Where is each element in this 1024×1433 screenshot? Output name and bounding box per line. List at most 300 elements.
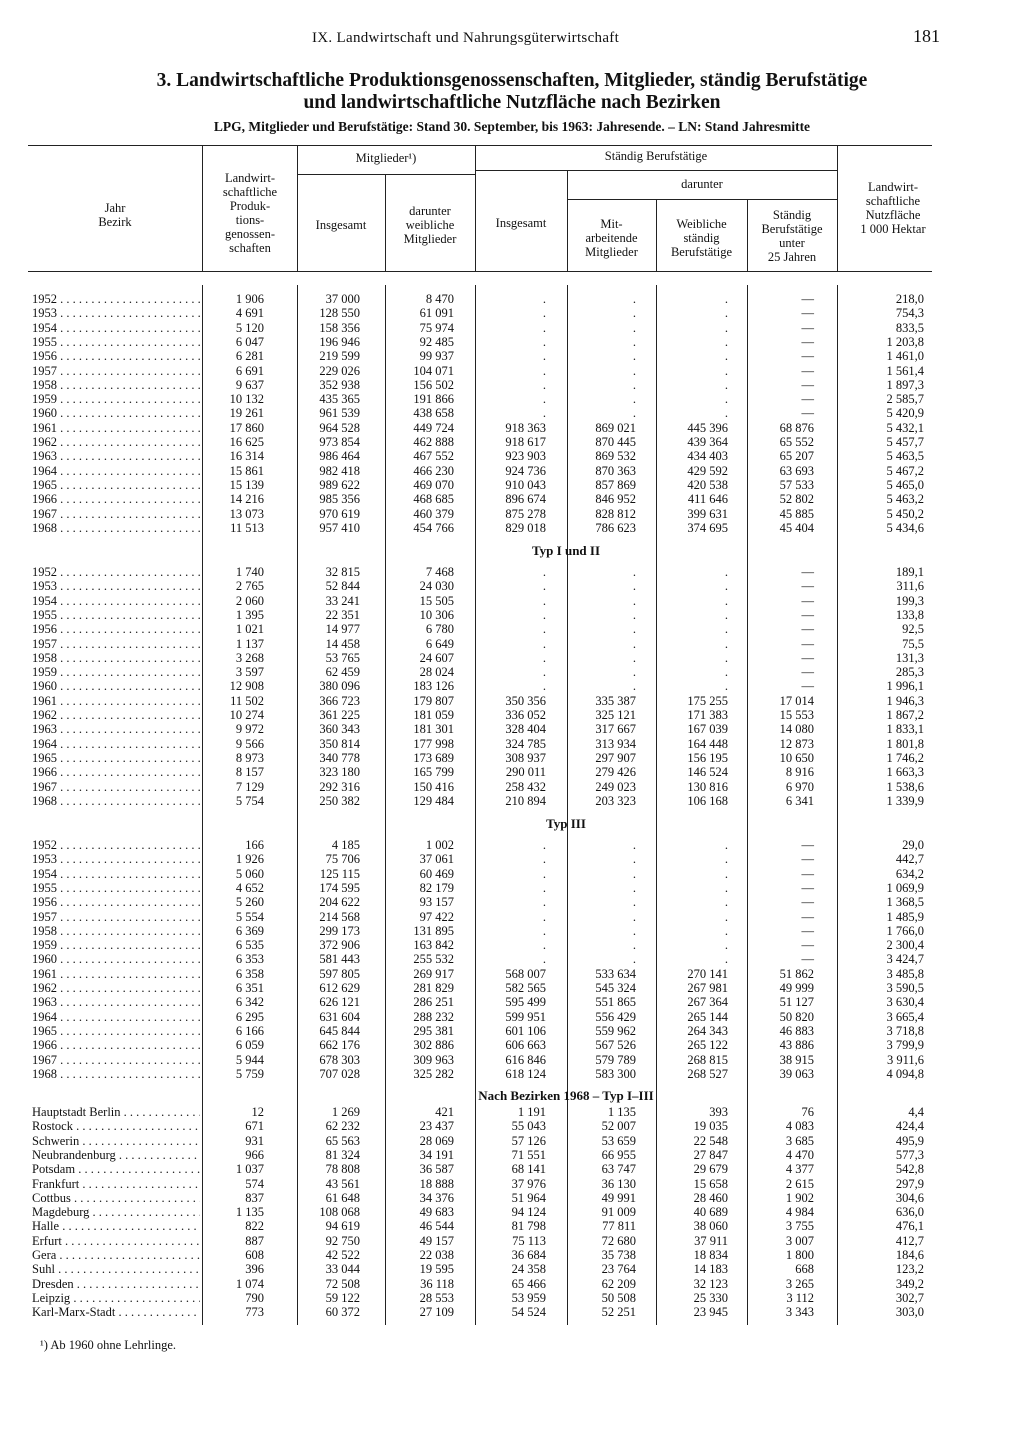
header-berufstaetige-insgesamt: Insgesamt — [495, 216, 547, 230]
nutzflaeche: 5 434,6 — [886, 520, 924, 535]
table-row — [0, 421, 1024, 435]
row-label: Halle . . . — [32, 1219, 200, 1233]
mitglieder-weiblich: 34 376 — [419, 1190, 454, 1205]
mitarbeitende-mitglieder: 35 738 — [601, 1248, 636, 1262]
mitarbeitende-mitglieder: 203 323 — [595, 793, 636, 808]
berufstaetige-unter-25: 57 533 — [779, 477, 814, 492]
nutzflaeche: 5 463,2 — [886, 492, 924, 507]
mitarbeitende-mitglieder: 870 363 — [595, 463, 636, 478]
weibliche-berufstaetige: 32 123 — [693, 1276, 728, 1291]
berufstaetige-insgesamt: 350 356 — [505, 693, 546, 708]
berufstaetige-unter-25: 3 112 — [786, 1290, 814, 1305]
row-label: 1967 . . . — [32, 1053, 200, 1067]
mitglieder-insgesamt: 214 568 — [319, 909, 360, 924]
weibliche-berufstaetige: . — [724, 392, 728, 407]
berufstaetige-insgesamt: . — [542, 895, 546, 910]
row-label: Dresden . . . — [32, 1277, 200, 1291]
nutzflaeche: 636,0 — [895, 1205, 924, 1220]
lpg-count: 608 — [245, 1248, 264, 1262]
berufstaetige-insgesamt: 924 736 — [505, 463, 546, 478]
row-label: 1955 . . . — [32, 608, 200, 622]
table-row — [0, 780, 1024, 794]
berufstaetige-insgesamt: 57 126 — [511, 1133, 546, 1148]
nutzflaeche: 3 590,5 — [886, 981, 924, 995]
weibliche-berufstaetige: 27 847 — [693, 1147, 728, 1162]
mitarbeitende-mitglieder: . — [632, 665, 636, 680]
lpg-count: 6 369 — [235, 923, 264, 938]
table-title — [40, 70, 984, 114]
weibliche-berufstaetige: . — [724, 838, 728, 852]
weibliche-berufstaetige: . — [724, 650, 728, 665]
mitarbeitende-mitglieder: . — [632, 306, 636, 321]
table-row — [0, 1277, 1024, 1291]
berufstaetige-unter-25: 4 470 — [785, 1147, 814, 1162]
berufstaetige-unter-25: — — [801, 895, 814, 910]
berufstaetige-insgesamt: 582 565 — [505, 981, 546, 995]
row-label: 1955 . . . — [32, 881, 200, 895]
berufstaetige-insgesamt: . — [542, 349, 546, 364]
mitglieder-weiblich: 104 071 — [413, 363, 454, 378]
berufstaetige-insgesamt: 601 106 — [505, 1023, 546, 1038]
nutzflaeche: 29,0 — [902, 838, 924, 852]
footnote: ¹) Ab 1960 ohne Lehrlinge. — [40, 1338, 177, 1352]
nutzflaeche: 5 465,0 — [886, 477, 924, 492]
table-row — [0, 349, 1024, 363]
berufstaetige-insgesamt: 65 466 — [511, 1276, 546, 1291]
lpg-count: 396 — [245, 1262, 264, 1277]
mitglieder-insgesamt: 33 044 — [325, 1262, 360, 1277]
mitglieder-insgesamt: 350 814 — [319, 736, 360, 751]
nutzflaeche: 92,5 — [902, 622, 924, 637]
berufstaetige-insgesamt: 37 976 — [511, 1176, 546, 1191]
mitglieder-weiblich: 129 484 — [413, 793, 454, 808]
mitarbeitende-mitglieder: 249 023 — [595, 779, 636, 794]
row-label: 1957 . . . — [32, 637, 200, 651]
mitglieder-insgesamt: 32 815 — [325, 565, 360, 579]
mitglieder-weiblich: 97 422 — [419, 909, 454, 924]
header-jahr-bezirk: Jahr Bezirk — [98, 201, 132, 229]
lpg-count: 1 926 — [235, 852, 264, 867]
nutzflaeche: 833,5 — [895, 320, 924, 335]
mitarbeitende-mitglieder: 846 952 — [595, 492, 636, 507]
berufstaetige-unter-25: 17 014 — [779, 693, 814, 708]
nutzflaeche: 184,6 — [895, 1248, 924, 1262]
mitarbeitende-mitglieder: . — [632, 593, 636, 608]
lpg-count: 1 740 — [235, 565, 264, 579]
table-row — [0, 321, 1024, 335]
mitglieder-insgesamt: 581 443 — [319, 952, 360, 967]
berufstaetige-unter-25: 68 876 — [779, 420, 814, 435]
mitglieder-insgesamt: 65 563 — [325, 1133, 360, 1148]
berufstaetige-insgesamt: 75 113 — [512, 1233, 546, 1248]
row-label: 1953 . . . — [32, 579, 200, 593]
mitglieder-insgesamt: 229 026 — [319, 363, 360, 378]
nutzflaeche: 1 801,8 — [886, 736, 924, 751]
lpg-count: 1 395 — [235, 607, 264, 622]
lpg-count: 166 — [245, 838, 264, 852]
nutzflaeche: 123,2 — [895, 1262, 924, 1277]
weibliche-berufstaetige: 439 364 — [687, 435, 728, 449]
row-label: Magdeburg . . . — [32, 1205, 200, 1219]
mitglieder-weiblich: 75 974 — [419, 320, 454, 335]
berufstaetige-insgesamt: . — [542, 565, 546, 579]
lpg-count: 16 625 — [229, 435, 264, 449]
mitglieder-insgesamt: 292 316 — [319, 779, 360, 794]
row-label: 1965 . . . — [32, 1024, 200, 1038]
mitarbeitende-mitglieder: 786 623 — [595, 520, 636, 535]
berufstaetige-unter-25: 4 984 — [785, 1205, 814, 1220]
weibliche-berufstaetige: . — [724, 895, 728, 910]
row-label: 1964 . . . — [32, 464, 200, 478]
mitarbeitende-mitglieder: . — [632, 852, 636, 867]
lpg-count: 12 — [251, 1105, 264, 1119]
mitglieder-insgesamt: 631 604 — [319, 1009, 360, 1024]
weibliche-berufstaetige: 19 035 — [693, 1119, 728, 1134]
table-row — [0, 679, 1024, 693]
nutzflaeche: 1 368,5 — [886, 895, 924, 910]
mitglieder-weiblich: 60 469 — [419, 866, 454, 881]
lpg-count: 5 060 — [235, 866, 264, 881]
berufstaetige-insgesamt: 24 358 — [511, 1262, 546, 1277]
berufstaetige-unter-25: 4 377 — [785, 1162, 814, 1177]
mitglieder-insgesamt: 366 723 — [319, 693, 360, 708]
nutzflaeche: 1 485,9 — [886, 909, 924, 924]
mitarbeitende-mitglieder: 828 812 — [595, 506, 636, 521]
mitglieder-weiblich: 181 301 — [413, 722, 454, 737]
mitarbeitende-mitglieder: 545 324 — [595, 981, 636, 995]
mitarbeitende-mitglieder: 583 300 — [595, 1066, 636, 1081]
mitglieder-weiblich: 181 059 — [413, 708, 454, 722]
berufstaetige-insgesamt: 324 785 — [505, 736, 546, 751]
berufstaetige-unter-25: — — [801, 866, 814, 881]
mitglieder-weiblich: 8 470 — [425, 292, 454, 306]
lpg-count: 5 120 — [235, 320, 264, 335]
table-row — [0, 938, 1024, 952]
table-row — [0, 838, 1024, 852]
table-row — [0, 1191, 1024, 1205]
table-row — [0, 521, 1024, 535]
weibliche-berufstaetige: . — [724, 349, 728, 364]
weibliche-berufstaetige: 23 945 — [693, 1305, 728, 1320]
row-label: 1956 . . . — [32, 895, 200, 909]
berufstaetige-insgesamt: . — [542, 952, 546, 967]
weibliche-berufstaetige: 268 815 — [687, 1052, 728, 1067]
nutzflaeche: 133,8 — [895, 607, 924, 622]
table-row — [0, 449, 1024, 463]
lpg-count: 9 566 — [235, 736, 264, 751]
mitglieder-insgesamt: 597 805 — [319, 966, 360, 981]
nutzflaeche: 4 094,8 — [886, 1066, 924, 1081]
mitglieder-weiblich: 37 061 — [419, 852, 454, 867]
row-label: Karl-Marx-Stadt . . . — [32, 1305, 200, 1319]
mitarbeitende-mitglieder: . — [632, 952, 636, 967]
weibliche-berufstaetige: . — [724, 565, 728, 579]
nutzflaeche: 1 561,4 — [886, 363, 924, 378]
weibliche-berufstaetige: 106 168 — [687, 793, 728, 808]
lpg-count: 16 314 — [229, 449, 264, 464]
mitglieder-weiblich: 10 306 — [419, 607, 454, 622]
table-row — [0, 1010, 1024, 1024]
mitglieder-weiblich: 15 505 — [419, 593, 454, 608]
mitglieder-rule — [297, 174, 475, 175]
berufstaetige-unter-25: 4 083 — [785, 1119, 814, 1134]
table-row — [0, 967, 1024, 981]
mitarbeitende-mitglieder: . — [632, 938, 636, 953]
table-row — [0, 794, 1024, 808]
header-weibliche-berufstaetige: Weibliche ständig Berufstätige — [670, 217, 733, 259]
table-row — [0, 1262, 1024, 1276]
berufstaetige-unter-25: — — [801, 406, 814, 421]
nutzflaeche: 302,7 — [895, 1290, 924, 1305]
weibliche-berufstaetige: . — [724, 880, 728, 895]
weibliche-berufstaetige: . — [724, 952, 728, 967]
nutzflaeche: 3 718,8 — [886, 1023, 924, 1038]
mitglieder-weiblich: 99 937 — [419, 349, 454, 364]
berufstaetige-unter-25: 65 552 — [779, 435, 814, 449]
row-label: Cottbus . . . — [32, 1191, 200, 1205]
row-label: 1964 . . . — [32, 737, 200, 751]
nutzflaeche: 3 424,7 — [886, 952, 924, 967]
darunter-rule — [567, 199, 837, 200]
row-label: 1966 . . . — [32, 1038, 200, 1052]
nutzflaeche: 424,4 — [895, 1119, 924, 1134]
section-typ-1-2: Typ I und II — [531, 543, 601, 558]
mitarbeitende-mitglieder: . — [632, 406, 636, 421]
berufstaetige-unter-25: — — [801, 880, 814, 895]
mitglieder-weiblich: 165 799 — [413, 765, 454, 780]
berufstaetige-unter-25: 6 341 — [785, 793, 814, 808]
weibliche-berufstaetige: 411 646 — [687, 492, 728, 507]
weibliche-berufstaetige: 28 460 — [693, 1190, 728, 1205]
berufstaetige-insgesamt: 210 894 — [505, 793, 546, 808]
table-row — [0, 364, 1024, 378]
weibliche-berufstaetige: 267 981 — [687, 981, 728, 995]
berufstaetige-insgesamt: . — [542, 679, 546, 694]
mitglieder-insgesamt: 1 269 — [331, 1105, 360, 1119]
row-label: 1963 . . . — [32, 722, 200, 736]
mitglieder-weiblich: 61 091 — [419, 306, 454, 321]
mitglieder-weiblich: 309 963 — [413, 1052, 454, 1067]
berufstaetige-insgesamt: . — [542, 607, 546, 622]
berufstaetige-unter-25: — — [801, 334, 814, 349]
table-row — [0, 895, 1024, 909]
row-label: 1954 . . . — [32, 321, 200, 335]
mitglieder-weiblich: 49 683 — [419, 1205, 454, 1220]
row-label: 1962 . . . — [32, 435, 200, 449]
mitglieder-weiblich: 36 587 — [419, 1162, 454, 1177]
mitarbeitende-mitglieder: 77 811 — [602, 1219, 636, 1234]
berufstaetige-insgesamt: . — [542, 665, 546, 680]
weibliche-berufstaetige: 37 911 — [694, 1233, 728, 1248]
table-subtitle: LPG, Mitglieder und Berufstätige: Stand 30. September, bis 1963: Jahresende. – LN: Stand Jahresmitte — [213, 119, 811, 134]
lpg-count: 9 972 — [235, 722, 264, 737]
nutzflaeche: 285,3 — [895, 665, 924, 680]
table-row — [0, 378, 1024, 392]
mitarbeitende-mitglieder: 869 532 — [595, 449, 636, 464]
mitglieder-insgesamt: 361 225 — [319, 708, 360, 722]
table-row — [0, 981, 1024, 995]
berufstaetige-unter-25: 43 886 — [779, 1038, 814, 1053]
mitglieder-weiblich: 150 416 — [413, 779, 454, 794]
berufstaetige-insgesamt: . — [542, 636, 546, 651]
lpg-count: 5 260 — [235, 895, 264, 910]
berufstaetige-unter-25: — — [801, 923, 814, 938]
mitglieder-weiblich: 177 998 — [413, 736, 454, 751]
mitglieder-weiblich: 288 232 — [413, 1009, 454, 1024]
row-label: 1967 . . . — [32, 507, 200, 521]
weibliche-berufstaetige: . — [724, 866, 728, 881]
header-darunter: darunter — [681, 177, 723, 191]
berufstaetige-unter-25: — — [801, 565, 814, 579]
table-row — [0, 751, 1024, 765]
header-mitarbeitende: Mit- arbeitende Mitglieder — [585, 217, 638, 259]
lpg-count: 822 — [245, 1219, 264, 1234]
nutzflaeche: 297,9 — [895, 1176, 924, 1191]
running-head: IX. Landwirtschaft und Nahrungsgüterwirtschaft — [312, 30, 620, 46]
berufstaetige-unter-25: 46 883 — [779, 1023, 814, 1038]
row-label: 1959 . . . — [32, 938, 200, 952]
berufstaetige-insgesamt: . — [542, 880, 546, 895]
lpg-count: 6 353 — [235, 952, 264, 967]
weibliche-berufstaetige: . — [724, 622, 728, 637]
row-label: 1960 . . . — [32, 679, 200, 693]
mitarbeitende-mitglieder: . — [632, 866, 636, 881]
lpg-count: 1 137 — [235, 636, 264, 651]
weibliche-berufstaetige: 171 383 — [687, 708, 728, 722]
weibliche-berufstaetige: . — [724, 306, 728, 321]
berufstaetige-insgesamt: . — [542, 866, 546, 881]
nutzflaeche: 3 485,8 — [886, 966, 924, 981]
mitglieder-weiblich: 286 251 — [413, 995, 454, 1010]
berufstaetige-unter-25: 1 800 — [785, 1248, 814, 1262]
header-divider — [837, 145, 838, 271]
berufstaetige-unter-25: 3 265 — [785, 1276, 814, 1291]
mitglieder-insgesamt: 707 028 — [319, 1066, 360, 1081]
mitarbeitende-mitglieder: 567 526 — [595, 1038, 636, 1053]
mitglieder-weiblich: 281 829 — [413, 981, 454, 995]
lpg-count: 790 — [245, 1290, 264, 1305]
row-label: 1968 . . . — [32, 794, 200, 808]
berufstaetige-insgesamt: 51 964 — [511, 1190, 546, 1205]
table-row — [0, 594, 1024, 608]
berufstaetige-insgesamt: . — [542, 320, 546, 335]
mitglieder-insgesamt: 174 595 — [319, 880, 360, 895]
mitglieder-insgesamt: 360 343 — [319, 722, 360, 737]
mitglieder-insgesamt: 78 808 — [325, 1162, 360, 1177]
lpg-count: 13 073 — [229, 506, 264, 521]
weibliche-berufstaetige: 18 834 — [693, 1248, 728, 1262]
mitglieder-weiblich: 295 381 — [413, 1023, 454, 1038]
nutzflaeche: 3 799,9 — [886, 1038, 924, 1053]
berufstaetige-unter-25: — — [801, 838, 814, 852]
table-row — [0, 1248, 1024, 1262]
table-row — [0, 478, 1024, 492]
nutzflaeche: 1 203,8 — [886, 334, 924, 349]
nutzflaeche: 1 746,2 — [886, 750, 924, 765]
nutzflaeche: 189,1 — [895, 565, 924, 579]
row-label: 1968 . . . — [32, 521, 200, 535]
weibliche-berufstaetige: . — [724, 679, 728, 694]
lpg-count: 1 037 — [235, 1162, 264, 1177]
berufstaetige-unter-25: 15 553 — [779, 708, 814, 722]
row-label: 1955 . . . — [32, 335, 200, 349]
mitarbeitende-mitglieder: 23 764 — [601, 1262, 636, 1277]
mitglieder-insgesamt: 380 096 — [319, 679, 360, 694]
mitglieder-insgesamt: 4 185 — [331, 838, 360, 852]
weibliche-berufstaetige: . — [724, 579, 728, 594]
weibliche-berufstaetige: 445 396 — [687, 420, 728, 435]
lpg-count: 6 342 — [235, 995, 264, 1010]
lpg-count: 10 274 — [229, 708, 264, 722]
berufstaetige-insgesamt: . — [542, 622, 546, 637]
mitglieder-insgesamt: 72 508 — [325, 1276, 360, 1291]
mitglieder-weiblich: 19 595 — [419, 1262, 454, 1277]
mitglieder-weiblich: 1 002 — [425, 838, 454, 852]
berufstaetige-unter-25: 8 916 — [785, 765, 814, 780]
mitglieder-insgesamt: 204 622 — [319, 895, 360, 910]
mitarbeitende-mitglieder: 279 426 — [595, 765, 636, 780]
row-label: 1959 . . . — [32, 392, 200, 406]
row-label: 1962 . . . — [32, 981, 200, 995]
nutzflaeche: 1 897,3 — [886, 377, 924, 392]
mitglieder-insgesamt: 678 303 — [319, 1052, 360, 1067]
berufstaetige-unter-25: 3 007 — [785, 1233, 814, 1248]
lpg-count: 2 765 — [235, 579, 264, 594]
row-label: 1958 . . . — [32, 378, 200, 392]
weibliche-berufstaetige: . — [724, 334, 728, 349]
mitglieder-weiblich: 462 888 — [413, 435, 454, 449]
nutzflaeche: 199,3 — [895, 593, 924, 608]
weibliche-berufstaetige: 270 141 — [687, 966, 728, 981]
table-row — [0, 406, 1024, 420]
mitarbeitende-mitglieder: 72 680 — [601, 1233, 636, 1248]
mitarbeitende-mitglieder: . — [632, 579, 636, 594]
row-label: 1961 . . . — [32, 421, 200, 435]
mitglieder-weiblich: 325 282 — [413, 1066, 454, 1081]
weibliche-berufstaetige: . — [724, 292, 728, 306]
mitglieder-weiblich: 46 544 — [419, 1219, 454, 1234]
nutzflaeche: 3 911,6 — [886, 1052, 924, 1067]
berufstaetige-unter-25: 50 820 — [779, 1009, 814, 1024]
mitglieder-insgesamt: 196 946 — [319, 334, 360, 349]
berufstaetige-unter-25: 76 — [801, 1105, 814, 1119]
nutzflaeche: 1 946,3 — [886, 693, 924, 708]
row-label: Schwerin . . . — [32, 1134, 200, 1148]
row-label: 1953 . . . — [32, 306, 200, 320]
mitglieder-insgesamt: 299 173 — [319, 923, 360, 938]
berufstaetige-unter-25: — — [801, 363, 814, 378]
nutzflaeche: 1 538,6 — [886, 779, 924, 794]
nutzflaeche: 5 463,5 — [886, 449, 924, 464]
lpg-count: 8 157 — [235, 765, 264, 780]
mitarbeitende-mitglieder: . — [632, 607, 636, 622]
lpg-count: 6 047 — [235, 334, 264, 349]
mitglieder-weiblich: 421 — [435, 1105, 454, 1119]
weibliche-berufstaetige: 268 527 — [687, 1066, 728, 1081]
mitglieder-weiblich: 28 069 — [419, 1133, 454, 1148]
mitglieder-weiblich: 6 780 — [425, 622, 454, 637]
berufstaetige-unter-25: — — [801, 579, 814, 594]
berufstaetige-unter-25: 63 693 — [779, 463, 814, 478]
weibliche-berufstaetige: 265 122 — [687, 1038, 728, 1053]
table-row — [0, 1291, 1024, 1305]
berufstaetige-unter-25: 668 — [795, 1262, 814, 1277]
berufstaetige-insgesamt: 923 903 — [505, 449, 546, 464]
mitarbeitende-mitglieder: . — [632, 880, 636, 895]
berufstaetige-unter-25: 65 207 — [779, 449, 814, 464]
table-row — [0, 1024, 1024, 1038]
berufstaetige-insgesamt: . — [542, 406, 546, 421]
